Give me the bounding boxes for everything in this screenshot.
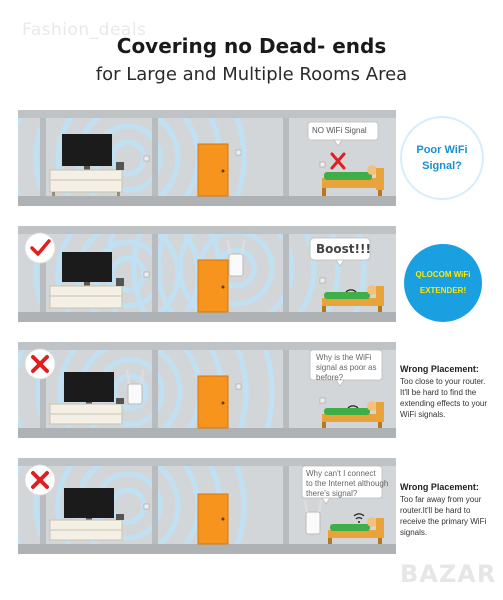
note-line: signals.: [400, 528, 428, 537]
scene-2-extender: [18, 226, 396, 322]
note-title: Wrong Placement:: [400, 482, 479, 492]
bubble-no-wifi: NO WiFi Signal: [312, 126, 367, 135]
note-too-far: [400, 482, 500, 538]
note-line: extending effects to your: [400, 399, 488, 408]
watermark-bottom: BAZAR: [400, 560, 497, 588]
extender-line-2: EXTENDER!: [419, 286, 467, 295]
watermark-top: Fashion_deals: [22, 20, 147, 40]
note-line: It'll be hard to find the: [400, 388, 477, 397]
bubble-line: there's signal?: [306, 489, 358, 498]
poor-wifi-label: [402, 118, 482, 198]
bubble-line: Why can't I connect: [306, 469, 376, 478]
bubble-line: before?: [316, 373, 344, 382]
bubble-boost: Boost!!!: [316, 242, 371, 256]
note-title: Wrong Placement:: [400, 364, 479, 374]
note-line: WiFi signals.: [400, 410, 446, 419]
scene-4-too-far: [18, 458, 396, 554]
note-line: router.It'll be hard to: [400, 506, 471, 515]
page-title: Covering no Dead- ends: [116, 34, 387, 58]
note-line: Too close to your router.: [400, 377, 486, 386]
note-line: receive the primary WiFi: [400, 517, 487, 526]
scene-1-poor-signal: [18, 110, 396, 206]
scene-3-too-close: [18, 342, 396, 438]
house-illustration: [18, 226, 396, 322]
bubble-line: Why is the WiFi: [316, 353, 372, 362]
house-illustration: [18, 110, 396, 206]
bubble-why-cant-connect: [306, 469, 388, 499]
extender-line-1: QLOCOM WiFi: [415, 270, 471, 279]
bubble-why-poor: [316, 353, 376, 383]
poor-wifi-line-1: Poor WiFi: [416, 144, 468, 156]
page-subtitle: for Large and Multiple Rooms Area: [95, 64, 408, 85]
extender-label: [404, 244, 482, 322]
note-too-close: [400, 364, 500, 420]
note-line: Too far away from your: [400, 495, 482, 504]
bubble-line: signal as poor as: [316, 363, 377, 372]
poor-wifi-line-2: Signal?: [422, 160, 462, 172]
bubble-line: to the Internet although: [306, 479, 389, 488]
